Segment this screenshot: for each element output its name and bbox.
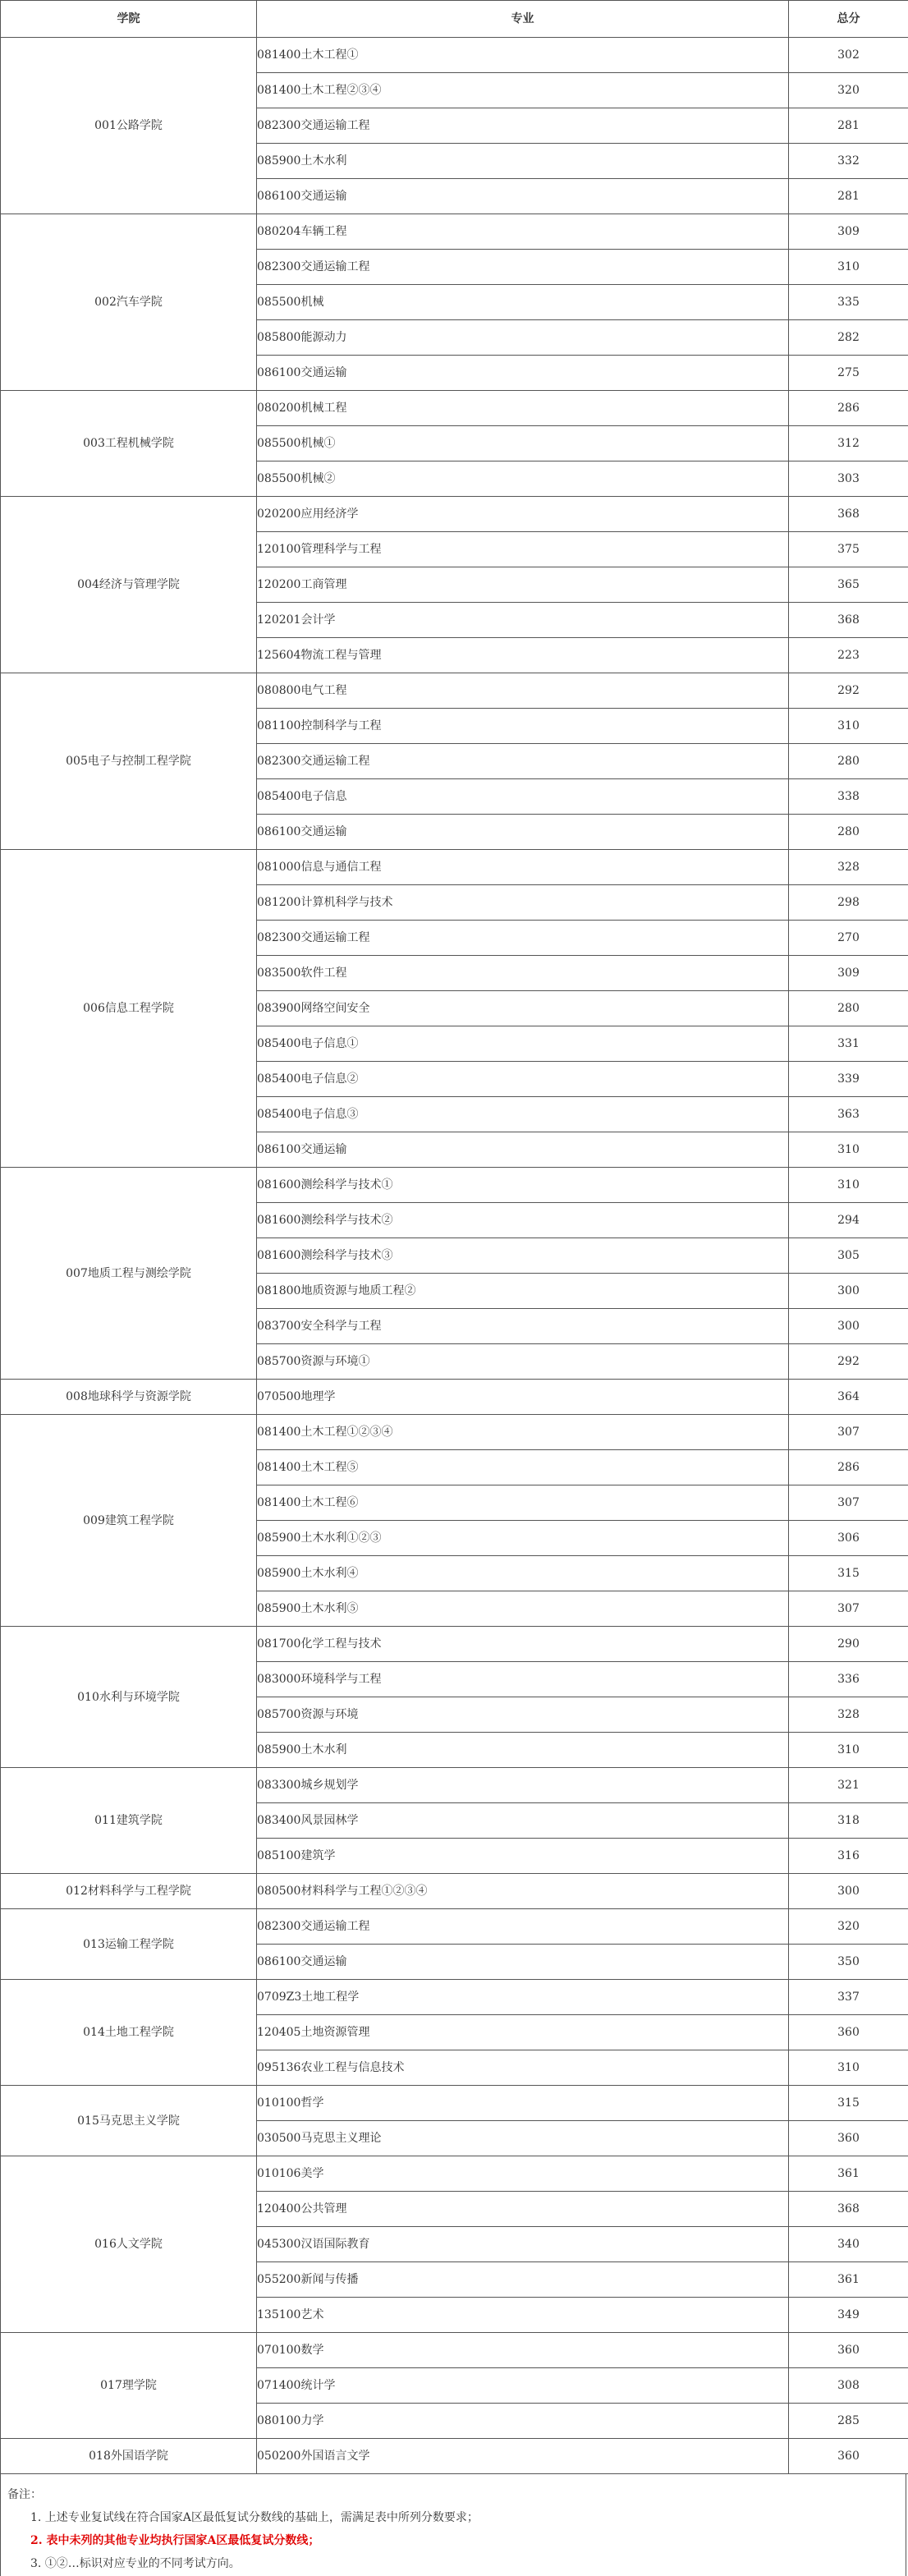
major-cell: 086100交通运输	[257, 179, 789, 214]
note-line-1: 1. 上述专业复试线在符合国家A区最低复试分数线的基础上，需满足表中所列分数要求；	[7, 2506, 906, 2529]
score-cell: 368	[789, 497, 908, 532]
score-cell: 360	[789, 2015, 908, 2050]
score-cell: 328	[789, 1697, 908, 1733]
major-cell: 080800电气工程	[257, 673, 789, 709]
score-cell: 361	[789, 2262, 908, 2298]
major-cell: 085400电子信息②	[257, 1062, 789, 1097]
major-cell: 081800地质资源与地质工程②	[257, 1274, 789, 1309]
score-cell: 310	[789, 1733, 908, 1768]
college-cell: 008地球科学与资源学院	[1, 1380, 257, 1415]
major-cell: 086100交通运输	[257, 356, 789, 391]
score-cell: 368	[789, 2192, 908, 2227]
score-cell: 350	[789, 1945, 908, 1980]
table-row	[1, 1980, 908, 2015]
major-cell: 120200工商管理	[257, 567, 789, 603]
major-cell: 0709Z3土地工程学	[257, 1980, 789, 2015]
major-cell: 120405土地资源管理	[257, 2015, 789, 2050]
major-cell: 010100哲学	[257, 2086, 789, 2121]
major-cell: 081600测绘科学与技术③	[257, 1238, 789, 1274]
major-cell: 085400电子信息③	[257, 1097, 789, 1132]
score-cell: 339	[789, 1062, 908, 1097]
score-cell: 292	[789, 1344, 908, 1380]
score-cell: 315	[789, 1556, 908, 1591]
score-cell: 321	[789, 1768, 908, 1803]
score-cell: 286	[789, 391, 908, 426]
table-row	[1, 497, 908, 532]
college-cell: 007地质工程与测绘学院	[1, 1168, 257, 1380]
score-cell: 307	[789, 1485, 908, 1521]
score-cell: 368	[789, 603, 908, 638]
major-cell: 086100交通运输	[257, 815, 789, 850]
major-cell: 125604物流工程与管理	[257, 638, 789, 673]
header-major: 专业	[257, 1, 789, 38]
major-cell: 081200计算机科学与技术	[257, 885, 789, 921]
major-cell: 085700资源与环境	[257, 1697, 789, 1733]
college-cell: 015马克思主义学院	[1, 2086, 257, 2156]
major-cell: 050200外国语言文学	[257, 2439, 789, 2474]
score-cell: 275	[789, 356, 908, 391]
college-cell: 002汽车学院	[1, 214, 257, 391]
score-cell: 320	[789, 1909, 908, 1945]
score-cell: 360	[789, 2121, 908, 2156]
college-cell: 003工程机械学院	[1, 391, 257, 497]
score-cell: 303	[789, 461, 908, 497]
major-cell: 085400电子信息①	[257, 1026, 789, 1062]
major-cell: 085900土木水利	[257, 1733, 789, 1768]
score-cell: 309	[789, 956, 908, 991]
note-line-2: 2. 表中未列的其他专业均执行国家A区最低复试分数线；	[7, 2529, 906, 2552]
major-cell: 085500机械①	[257, 426, 789, 461]
major-cell: 082300交通运输工程	[257, 108, 789, 144]
score-cell: 328	[789, 850, 908, 885]
major-cell: 086100交通运输	[257, 1132, 789, 1168]
score-cell: 361	[789, 2156, 908, 2192]
table-row	[1, 1168, 908, 1203]
major-cell: 082300交通运输工程	[257, 1909, 789, 1945]
score-cell: 331	[789, 1026, 908, 1062]
major-cell: 081400土木工程②③④	[257, 73, 789, 108]
college-cell: 010水利与环境学院	[1, 1627, 257, 1768]
score-cell: 300	[789, 1274, 908, 1309]
score-cell: 365	[789, 567, 908, 603]
major-cell: 083900网络空间安全	[257, 991, 789, 1026]
score-cell: 310	[789, 1132, 908, 1168]
major-cell: 085100建筑学	[257, 1839, 789, 1874]
major-cell: 081600测绘科学与技术②	[257, 1203, 789, 1238]
score-cell: 363	[789, 1097, 908, 1132]
score-cell: 375	[789, 532, 908, 567]
major-cell: 095136农业工程与信息技术	[257, 2050, 789, 2086]
college-cell: 018外国语学院	[1, 2439, 257, 2474]
header-college: 学院	[1, 1, 257, 38]
score-cell: 338	[789, 779, 908, 815]
major-cell: 081400土木工程⑥	[257, 1485, 789, 1521]
score-cell: 300	[789, 1309, 908, 1344]
header-total: 总分	[789, 1, 908, 38]
major-cell: 085500机械	[257, 285, 789, 320]
score-cell: 298	[789, 885, 908, 921]
college-cell: 011建筑学院	[1, 1768, 257, 1874]
score-cell: 349	[789, 2298, 908, 2333]
major-cell: 081600测绘科学与技术①	[257, 1168, 789, 1203]
score-cell: 332	[789, 144, 908, 179]
major-cell: 020200应用经济学	[257, 497, 789, 532]
table-row	[1, 2333, 908, 2368]
table-row	[1, 214, 908, 250]
college-cell: 016人文学院	[1, 2156, 257, 2333]
table-row	[1, 1768, 908, 1803]
score-cell: 310	[789, 2050, 908, 2086]
score-cell: 281	[789, 108, 908, 144]
major-cell: 080100力学	[257, 2404, 789, 2439]
score-cell: 310	[789, 709, 908, 744]
table-row	[1, 1627, 908, 1662]
major-cell: 081400土木工程①	[257, 38, 789, 73]
score-cell: 318	[789, 1803, 908, 1839]
major-cell: 081100控制科学与工程	[257, 709, 789, 744]
major-cell: 010106美学	[257, 2156, 789, 2192]
college-cell: 013运输工程学院	[1, 1909, 257, 1980]
score-cell: 312	[789, 426, 908, 461]
score-cell: 320	[789, 73, 908, 108]
score-cell: 286	[789, 1450, 908, 1485]
table-body	[1, 38, 908, 2474]
major-cell: 055200新闻与传播	[257, 2262, 789, 2298]
table-row	[1, 850, 908, 885]
major-cell: 086100交通运输	[257, 1945, 789, 1980]
major-cell: 085800能源动力	[257, 320, 789, 356]
major-cell: 083300城乡规划学	[257, 1768, 789, 1803]
major-cell: 070500地理学	[257, 1380, 789, 1415]
major-cell: 085700资源与环境①	[257, 1344, 789, 1380]
major-cell: 082300交通运输工程	[257, 921, 789, 956]
score-cell: 300	[789, 1874, 908, 1909]
table-row	[1, 673, 908, 709]
score-cell: 281	[789, 179, 908, 214]
table-row	[1, 1909, 908, 1945]
score-cell: 360	[789, 2333, 908, 2368]
major-cell: 120400公共管理	[257, 2192, 789, 2227]
major-cell: 083400风景园林学	[257, 1803, 789, 1839]
score-cell: 337	[789, 1980, 908, 2015]
score-cell: 280	[789, 744, 908, 779]
score-cell: 310	[789, 250, 908, 285]
college-cell: 004经济与管理学院	[1, 497, 257, 673]
score-cell: 280	[789, 991, 908, 1026]
score-cell: 364	[789, 1380, 908, 1415]
score-cell: 270	[789, 921, 908, 956]
score-cell: 308	[789, 2368, 908, 2404]
major-cell: 120100管理科学与工程	[257, 532, 789, 567]
score-cell: 306	[789, 1521, 908, 1556]
major-cell: 081700化学工程与技术	[257, 1627, 789, 1662]
college-cell: 017理学院	[1, 2333, 257, 2439]
score-cell: 285	[789, 2404, 908, 2439]
major-cell: 070100数学	[257, 2333, 789, 2368]
college-cell: 001公路学院	[1, 38, 257, 214]
score-cell: 310	[789, 1168, 908, 1203]
college-cell: 005电子与控制工程学院	[1, 673, 257, 850]
score-cell: 360	[789, 2439, 908, 2474]
table-row	[1, 2086, 908, 2121]
score-cell: 307	[789, 1415, 908, 1450]
table-header-row	[1, 1, 908, 38]
major-cell: 081400土木工程①②③④	[257, 1415, 789, 1450]
major-cell: 071400统计学	[257, 2368, 789, 2404]
notes-title: 备注：	[7, 2483, 906, 2506]
table-row	[1, 2439, 908, 2474]
score-cell: 309	[789, 214, 908, 250]
score-cell: 315	[789, 2086, 908, 2121]
table-row	[1, 391, 908, 426]
score-cell: 302	[789, 38, 908, 73]
notes-section	[0, 2474, 906, 2576]
major-cell: 120201会计学	[257, 603, 789, 638]
score-cell: 307	[789, 1591, 908, 1627]
major-cell: 085500机械②	[257, 461, 789, 497]
major-cell: 083000环境科学与工程	[257, 1662, 789, 1697]
score-cell: 280	[789, 815, 908, 850]
table-row	[1, 1874, 908, 1909]
score-cell: 223	[789, 638, 908, 673]
table-row	[1, 38, 908, 73]
table-row	[1, 2156, 908, 2192]
score-cell: 292	[789, 673, 908, 709]
major-cell: 085900土木水利①②③	[257, 1521, 789, 1556]
table-row	[1, 1415, 908, 1450]
score-cell: 336	[789, 1662, 908, 1697]
score-cell: 305	[789, 1238, 908, 1274]
major-cell: 083500软件工程	[257, 956, 789, 991]
major-cell: 080204车辆工程	[257, 214, 789, 250]
college-cell: 014土地工程学院	[1, 1980, 257, 2086]
major-cell: 080500材料科学与工程①②③④	[257, 1874, 789, 1909]
score-cell: 282	[789, 320, 908, 356]
score-cell: 294	[789, 1203, 908, 1238]
major-cell: 085400电子信息	[257, 779, 789, 815]
major-cell: 082300交通运输工程	[257, 250, 789, 285]
score-cell: 316	[789, 1839, 908, 1874]
college-cell: 012材料科学与工程学院	[1, 1874, 257, 1909]
major-cell: 080200机械工程	[257, 391, 789, 426]
major-cell: 083700安全科学与工程	[257, 1309, 789, 1344]
score-cell: 340	[789, 2227, 908, 2262]
score-cell: 335	[789, 285, 908, 320]
major-cell: 045300汉语国际教育	[257, 2227, 789, 2262]
college-cell: 009建筑工程学院	[1, 1415, 257, 1627]
major-cell: 030500马克思主义理论	[257, 2121, 789, 2156]
note-line-3: 3. ①②…标识对应专业的不同考试方向。	[7, 2552, 906, 2575]
score-cell: 290	[789, 1627, 908, 1662]
major-cell: 081400土木工程⑤	[257, 1450, 789, 1485]
major-cell: 085900土木水利④	[257, 1556, 789, 1591]
major-cell: 135100艺术	[257, 2298, 789, 2333]
table-row	[1, 1380, 908, 1415]
major-cell: 085900土木水利	[257, 144, 789, 179]
college-cell: 006信息工程学院	[1, 850, 257, 1168]
major-cell: 085900土木水利⑤	[257, 1591, 789, 1627]
major-cell: 082300交通运输工程	[257, 744, 789, 779]
major-cell: 081000信息与通信工程	[257, 850, 789, 885]
